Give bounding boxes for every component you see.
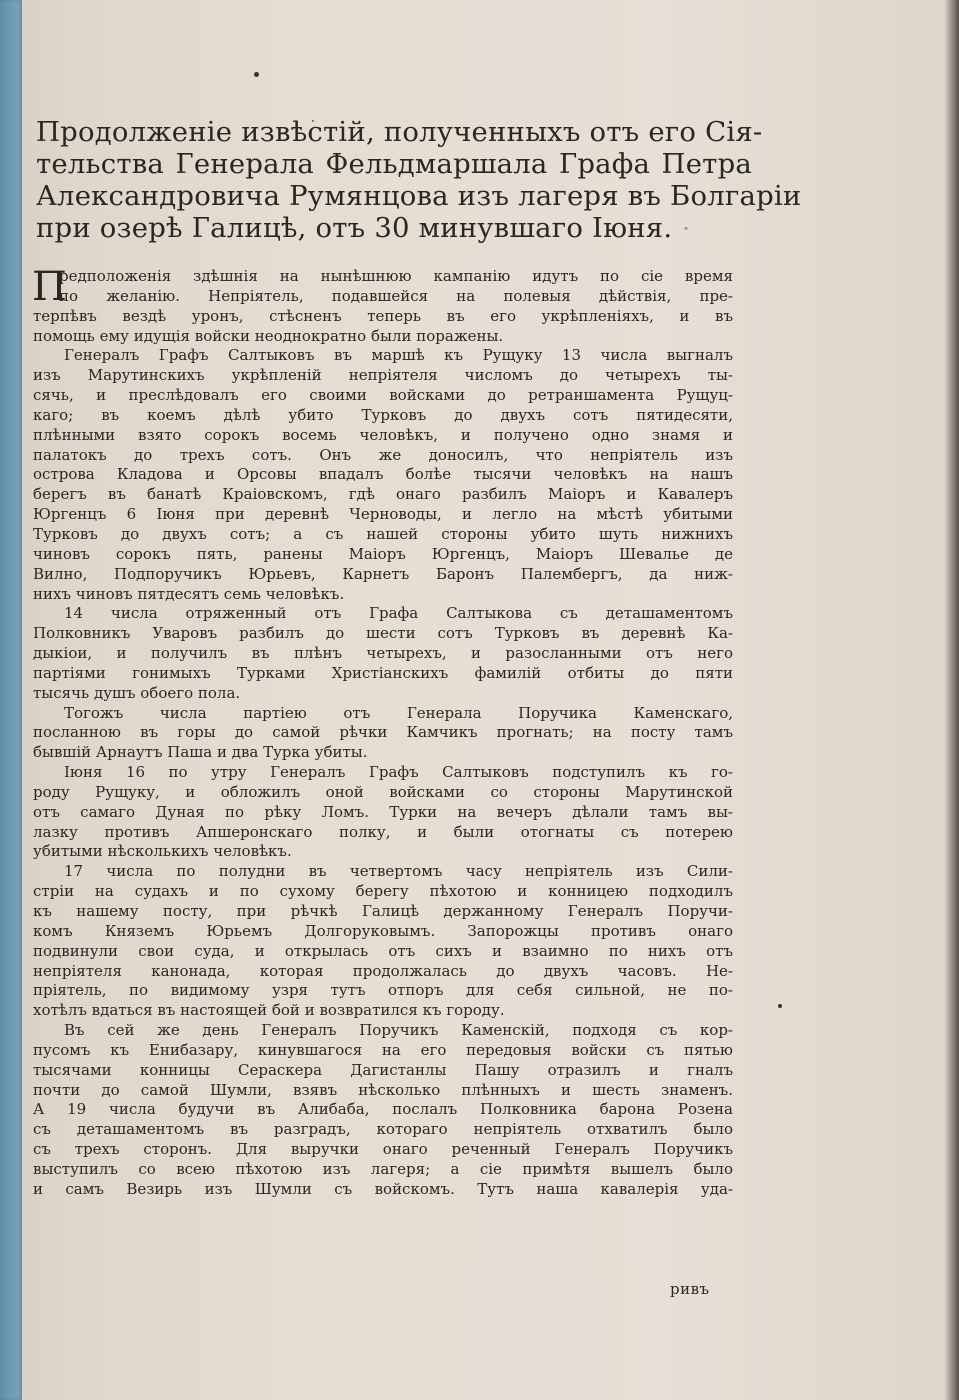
text-line: хотѣлъ вдаться въ настоящей бой и возвратился къ городу. [33,1001,505,1020]
text-line: выступилъ со всею пѣхотою изъ лагеря; а сіе примѣтя вышелъ было [33,1159,733,1178]
text-line: редположенія здѣшнія на нынѣшнюю кампанію идутъ по сіе время [59,267,733,285]
text-line: тысячь душъ обоего пола. [33,683,241,702]
text-line: плѣнными взято сорокъ восемь человѣкъ, и получено одно знамя и [33,425,733,444]
text-line: каго; въ коемъ дѣлѣ убито Турковъ до двухъ сотъ пятидесяти, [33,405,733,424]
text-line: пусомъ къ Енибазару, кинувшагося на его передовыя войски съ пятью [33,1040,733,1059]
text-line: пріятель, по видимому узря тутъ отпоръ для себя сильной, не по- [33,981,733,1000]
text-line: палатокъ до трехъ сотъ. Онъ же доносилъ, что непріятель изъ [33,445,733,464]
title-line: тельства Генерала Фельдмаршала Графа Петра [36,148,752,180]
body-text [32,264,733,1200]
title-mark: · [682,215,691,243]
text-line: изъ Марутинскихъ укрѣпленій непріятеля числомъ до четырехъ ты- [33,366,733,385]
paragraph [33,862,733,1021]
ink-speck [778,1004,782,1008]
paragraph [33,604,733,703]
text-line: стріи на судахъ и по сухому берегу пѣхотою и конницею подходилъ [33,882,733,901]
text-line: Тогожъ числа партіею отъ Генерала Поручика Каменскаго, [64,703,733,722]
text-line: отъ самаго Дуная по рѣку Ломъ. Турки на вечеръ дѣлали тамъ вы- [33,802,733,821]
text-line: 17 числа по полудни въ четвертомъ часу непріятель изъ Сили- [64,862,733,881]
text-line: Іюня 16 по утру Генералъ Графъ Салтыковъ подступилъ къ го- [64,763,733,782]
ink-speck [254,72,259,77]
title-line [36,212,752,245]
text-line: съ трехъ сторонъ. Для выручки онаго реченный Генералъ Поручикъ [33,1140,733,1159]
document-title [36,116,802,245]
paragraph [33,763,733,862]
text-line: бывшій Арнаутъ Паша и два Турка убиты. [33,743,368,762]
title-line: Александровича Румянцова изъ лагеря въ Болгаріи [36,180,802,212]
text-line: комъ Княземъ Юрьемъ Долгоруковымъ. Запорожцы противъ онаго [33,921,733,940]
text-line: почти до самой Шумли, взявъ нѣсколько плѣнныхъ и шесть знаменъ. [33,1080,733,1099]
text-line: и самъ Везирь изъ Шумли съ войскомъ. Тутъ наша кавалерія уда- [33,1179,733,1198]
text-line: нихъ чиновъ пятдесятъ семь человѣкъ. [33,584,345,603]
text-line: посланною въ горы до самой рѣчки Камчикъ прогнать; на посту тамъ [33,723,733,742]
paragraph [33,704,733,764]
page-shadow-edge [945,0,959,1400]
text-line: берегъ въ банатѣ Краіовскомъ, гдѣ онаго разбилъ Маіоръ и Кавалеръ [33,485,733,504]
text-line: Полковникъ Уваровъ разбилъ до шести сотъ Турковъ въ деревнѣ Ка- [33,624,733,643]
text-line: Вилно, Подпоручикъ Юрьевъ, Карнетъ Баронъ Палембергъ, да ниж- [33,564,733,583]
blue-binding-edge [0,0,22,1400]
title-line-text: при озерѣ Галицѣ, отъ 30 минувшаго Іюня. [36,212,673,244]
text-line: чиновъ сорокъ пять, ранены Маіоръ Юргенцъ, Маіоръ Шевалье де [33,544,733,563]
text-line: тысячами конницы Сераскера Дагистанлы Пашу отразилъ и гналъ [33,1060,733,1079]
text-line: острова Кладова и Орсовы впадалъ болѣе тысячи человѣкъ на нашъ [33,465,733,484]
text-line: къ нашему посту, при рѣчкѣ Галицѣ держанному Генералъ Поручи- [33,902,733,920]
text-line: Генералъ Графъ Салтыковъ въ маршѣ къ Рущуку 13 числа выгналъ [64,346,733,365]
catchword: ривъ [670,1280,710,1298]
text-line: сячь, и преслѣдовалъ его своими войсками до ретраншамента Рущуц- [33,386,733,405]
text-line: Юргенцъ 6 Іюня при деревнѣ Черноводы, и легло на мѣстѣ убитыми [33,505,733,524]
text-line: Турковъ до двухъ сотъ; а съ нашей стороны убито шуть нижнихъ [33,524,733,543]
paragraph [32,264,733,346]
text-line: партіями гонимыхъ Турками Христіанскихъ фамилій отбиты до пяти [33,663,733,682]
text-line: съ деташаментомъ въ разградъ, котораго непріятель отхватилъ было [33,1120,733,1139]
text-line: непріятеля канонада, которая продолжалась до двухъ часовъ. Не- [33,961,733,980]
text-line: лазку противъ Апшеронскаго полку, и были отогнаты съ потерею [33,822,733,841]
text-line: роду Рущуку, и обложилъ оной войсками со стороны Марутинской [33,782,733,801]
text-line: терпѣвъ вездѣ уронъ, стѣсненъ теперь въ его укрѣпленіяхъ, и въ [33,306,733,325]
paragraph [33,1021,733,1200]
text-line: 14 числа отряженный отъ Графа Салтыкова съ деташаментомъ [64,604,733,623]
title-line: Продолженіе извѣстій, полученныхъ отъ его Сія- [36,116,763,148]
text-line: дыкіои, и получилъ въ плѣнъ четырехъ, и разосланными отъ него [33,644,733,663]
text-line: по желанію. Непріятель, подавшейся на полевыя дѣйствія, пре- [59,286,733,305]
paragraph [33,346,733,604]
text-line: убитыми нѣсколькихъ человѣкъ. [33,842,292,861]
text-line: подвинули свои суда, и открылась отъ сихъ и взаимно по нихъ отъ [33,941,733,960]
text-line: А 19 числа будучи въ Алибаба, послалъ Полковника барона Розена [33,1100,733,1119]
drop-cap: П [32,264,67,310]
text-line: помощь ему идущія войски неоднократно были поражены. [33,326,504,345]
text-line: Въ сей же день Генералъ Поручикъ Каменскій, подходя съ кор- [64,1021,733,1040]
